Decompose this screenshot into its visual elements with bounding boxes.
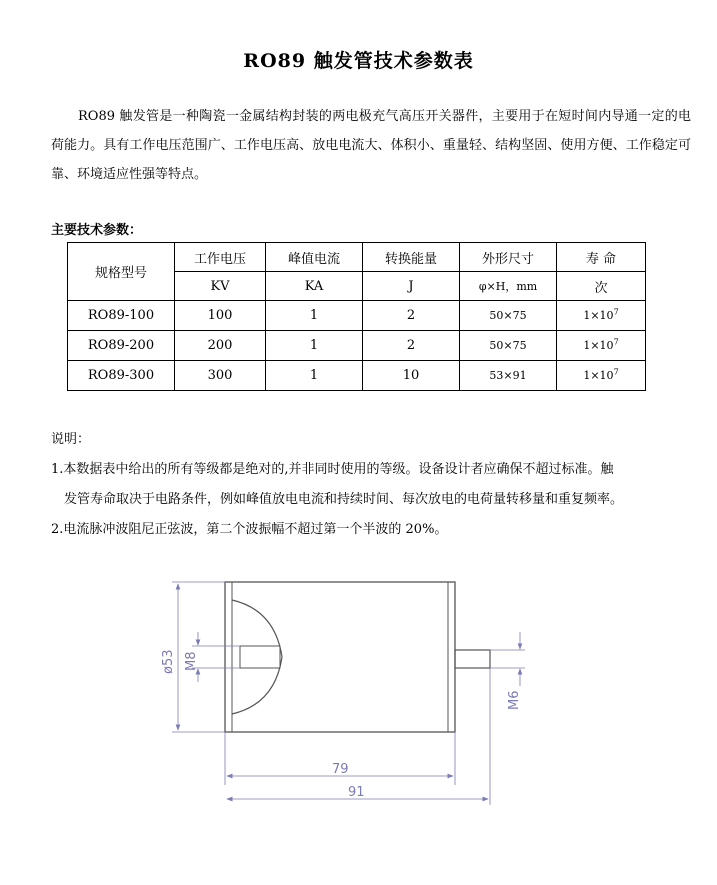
note-item-2: 2.电流脉冲波阻尼正弦波，第二个波振幅不超过第一个半波的 20%。	[51, 522, 448, 537]
unit-voltage: KV	[175, 272, 266, 301]
table-header-row	[68, 243, 646, 272]
m6-stud	[455, 650, 490, 668]
spec-table	[67, 242, 646, 391]
cell-size: 50×75	[460, 301, 557, 331]
header-energy: 转换能量	[363, 243, 460, 272]
dim-total-label: 91	[348, 785, 365, 800]
cell-voltage: 200	[175, 331, 266, 361]
header-life: 寿 命	[557, 243, 646, 272]
cell-model: RO89-300	[68, 361, 175, 391]
cell-energy: 2	[363, 301, 460, 331]
unit-current: KA	[266, 272, 363, 301]
cell-size: 50×75	[460, 331, 557, 361]
cell-life	[557, 361, 646, 391]
table-row	[68, 331, 646, 361]
unit-life: 次	[557, 272, 646, 301]
params-heading: 主要技术参数：	[51, 223, 143, 238]
cell-current: 1	[266, 301, 363, 331]
body-length-dimension	[225, 732, 455, 785]
note-item-1-cont: 发管寿命取决于电路条件，例如峰值放电电流和持续时间、每次放电的电荷量转移量和重复频率。	[64, 492, 624, 507]
cell-energy: 10	[363, 361, 460, 391]
header-model: 规格型号	[68, 243, 175, 301]
cell-voltage: 100	[175, 301, 266, 331]
cell-voltage: 300	[175, 361, 266, 391]
life-exponent: 7	[613, 367, 619, 377]
header-size: 外形尺寸	[460, 243, 557, 272]
dimension-drawing	[150, 570, 550, 810]
cell-model: RO89-200	[68, 331, 175, 361]
cell-life	[557, 331, 646, 361]
cell-energy: 2	[363, 331, 460, 361]
cell-current: 1	[266, 361, 363, 391]
tube-body	[225, 582, 455, 732]
life-exponent: 7	[613, 337, 619, 347]
cell-life	[557, 301, 646, 331]
cell-model: RO89-100	[68, 301, 175, 331]
life-base: 1×10	[583, 369, 614, 382]
notes-section	[51, 425, 701, 545]
cell-size: 53×91	[460, 361, 557, 391]
cell-current: 1	[266, 331, 363, 361]
m6-dimension	[490, 632, 525, 710]
unit-size: φ×H，mm	[460, 272, 557, 301]
intro-paragraph	[51, 102, 691, 189]
total-length-dimension	[227, 668, 490, 805]
life-base: 1×10	[583, 339, 614, 352]
header-voltage: 工作电压	[175, 243, 266, 272]
table-row	[68, 361, 646, 391]
table-row	[68, 301, 646, 331]
life-exponent: 7	[613, 307, 619, 317]
page-title: RO89 触发管技术参数表	[243, 50, 474, 72]
dim-m6-label: M6	[507, 690, 522, 710]
life-base: 1×10	[583, 309, 614, 322]
dim-diameter-label: ø53	[161, 649, 176, 674]
note-item-1: 1.本数据表中给出的所有等级都是绝对的,并非同时使用的等级。设备设计者应确保不超过标准。触	[51, 462, 614, 477]
dim-m8-label: M8	[184, 651, 199, 671]
header-current: 峰值电流	[266, 243, 363, 272]
intro-text: RO89 触发管是一种陶瓷一金属结构封装的两电极充气高压开关器件，主要用于在短时间内导通一定的电荷能力。具有工作电压范围广、工作电压高、放电电流大、体积小、重量轻、结构坚固、使用方便、工作稳定可靠、环境适应性强等特点。	[51, 109, 691, 182]
unit-energy: J	[363, 272, 460, 301]
notes-heading: 说明：	[51, 432, 91, 447]
dim-body-label: 79	[332, 762, 349, 777]
